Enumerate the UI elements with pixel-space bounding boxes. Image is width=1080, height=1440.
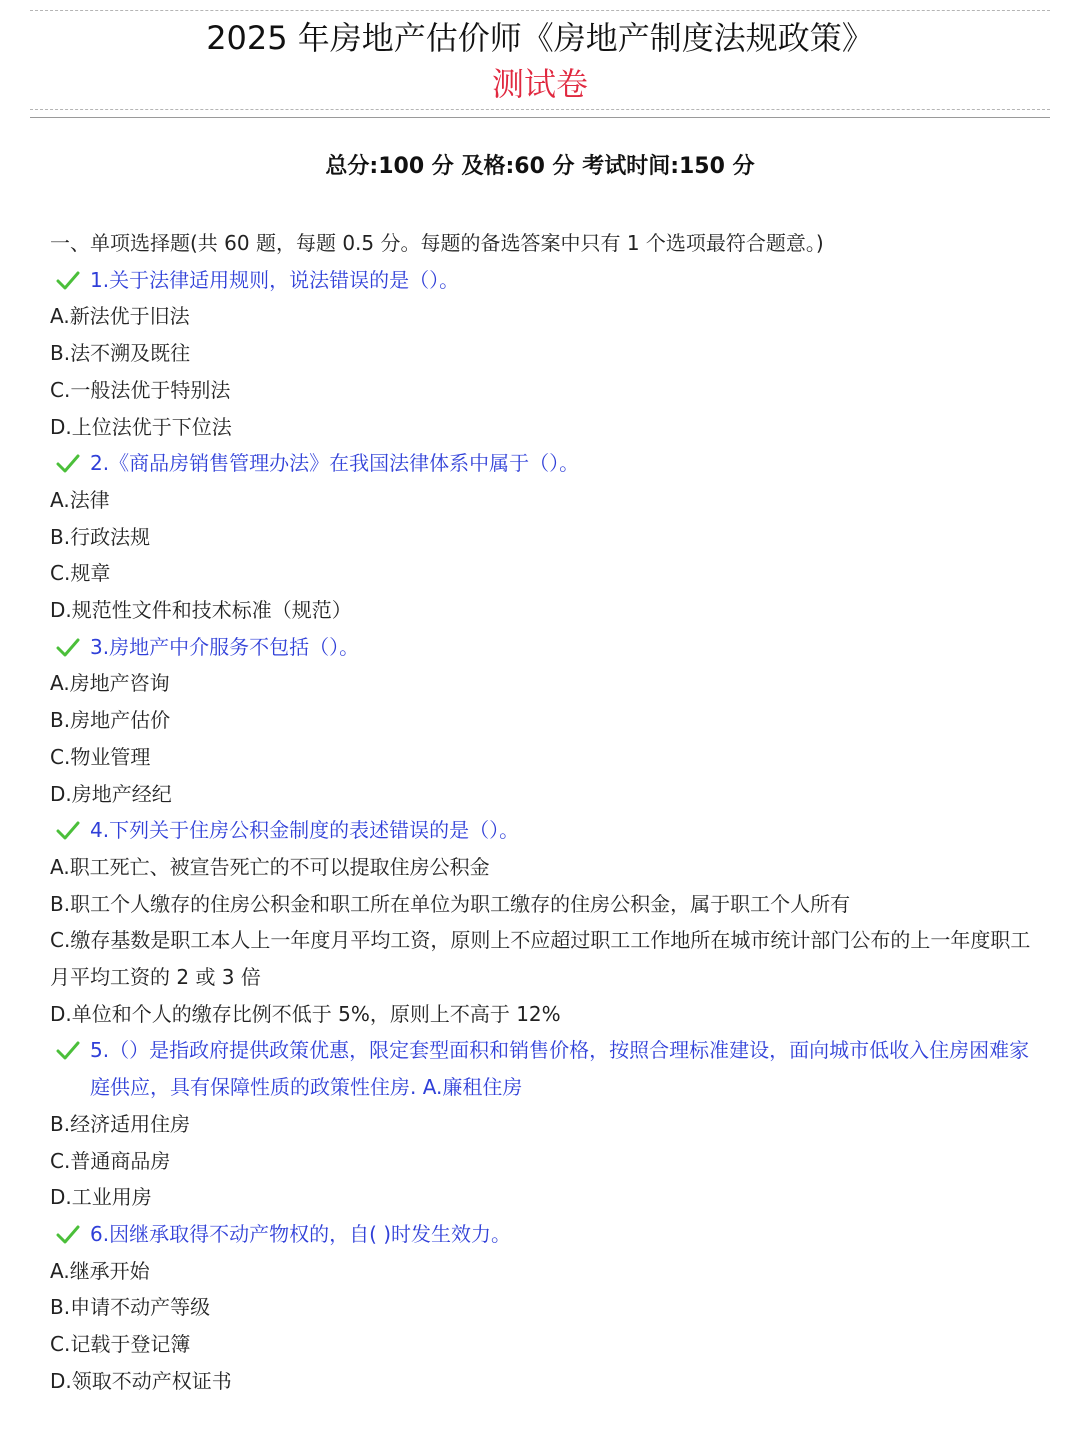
option-b: B.职工个人缴存的住房公积金和职工所在单位为职工缴存的住房公积金，属于职工个人所有 (50, 891, 851, 916)
question-text: 1.关于法律适用规则，说法错误的是（）。 (90, 267, 460, 292)
option-c: C.规章 (50, 561, 111, 586)
option-a: A.职工死亡、被宣告死亡的不可以提取住房公积金 (50, 854, 490, 879)
option-d: D.工业用房 (50, 1185, 152, 1210)
question-3 (50, 629, 1044, 666)
score-info: 总分:100 分 及格:60 分 考试时间:150 分 (325, 154, 755, 179)
exam-subtitle: 测试卷 (491, 65, 588, 103)
top-dashed-divider (30, 10, 1050, 11)
section-heading: 一、单项选择题(共 60 题，每题 0.5 分。每题的备选答案中只有 1 个选项最符合题意。) (50, 231, 824, 255)
exam-title: 2025 年房地产估价师《房地产制度法规政策》 (206, 19, 874, 57)
check-icon (56, 1041, 80, 1061)
option-a: A.房地产咨询 (50, 671, 170, 696)
option-d: D.房地产经纪 (50, 781, 172, 806)
check-icon (56, 638, 80, 658)
option-c: C.一般法优于特别法 (50, 377, 231, 402)
question-text: 5.（）是指政府提供政策优惠，限定套型面积和销售价格，按照合理标准建设，面向城市低收入住房困难家庭供应，具有保障性质的政策性住房. A.廉租住房 (90, 1038, 1030, 1100)
option-a: A.法律 (50, 487, 110, 512)
check-icon (56, 454, 80, 474)
option-c: C.普通商品房 (50, 1148, 171, 1173)
option-c: C.缴存基数是职工本人上一年度月平均工资，原则上不应超过职工工作地所在城市统计部门公布的上一年度职工月平均工资的 2 或 3 倍 (50, 928, 1031, 990)
option-b: B.房地产估价 (50, 708, 171, 733)
exam-content (50, 225, 1044, 1400)
header-dashed-divider (30, 109, 1050, 110)
option-d: D.上位法优于下位法 (50, 414, 232, 439)
question-6 (50, 1216, 1044, 1253)
question-text: 4.下列关于住房公积金制度的表述错误的是（）。 (90, 818, 520, 843)
question-1 (50, 262, 1044, 299)
check-icon (56, 821, 80, 841)
question-text: 6.因继承取得不动产物权的，自( )时发生效力。 (90, 1221, 512, 1246)
check-icon (56, 1225, 80, 1245)
option-b: B.经济适用住房 (50, 1111, 191, 1136)
option-a: A.继承开始 (50, 1258, 150, 1283)
option-c: C.记载于登记簿 (50, 1332, 191, 1357)
question-text: 2.《商品房销售管理办法》在我国法律体系中属于（）。 (90, 451, 580, 476)
option-b: B.申请不动产等级 (50, 1295, 211, 1320)
question-4 (50, 812, 1044, 849)
header-solid-divider (30, 117, 1050, 118)
question-5 (50, 1032, 1044, 1105)
option-d: D.单位和个人的缴存比例不低于 5%，原则上不高于 12% (50, 1001, 561, 1026)
question-2 (50, 445, 1044, 482)
option-c: C.物业管理 (50, 744, 151, 769)
option-b: B.行政法规 (50, 524, 151, 549)
option-d: D.规范性文件和技术标准（规范） (50, 598, 352, 623)
option-a: A.新法优于旧法 (50, 304, 190, 329)
check-icon (56, 271, 80, 291)
option-b: B.法不溯及既往 (50, 341, 191, 366)
question-text: 3.房地产中介服务不包括（）。 (90, 634, 360, 659)
option-d: D.领取不动产权证书 (50, 1368, 232, 1393)
